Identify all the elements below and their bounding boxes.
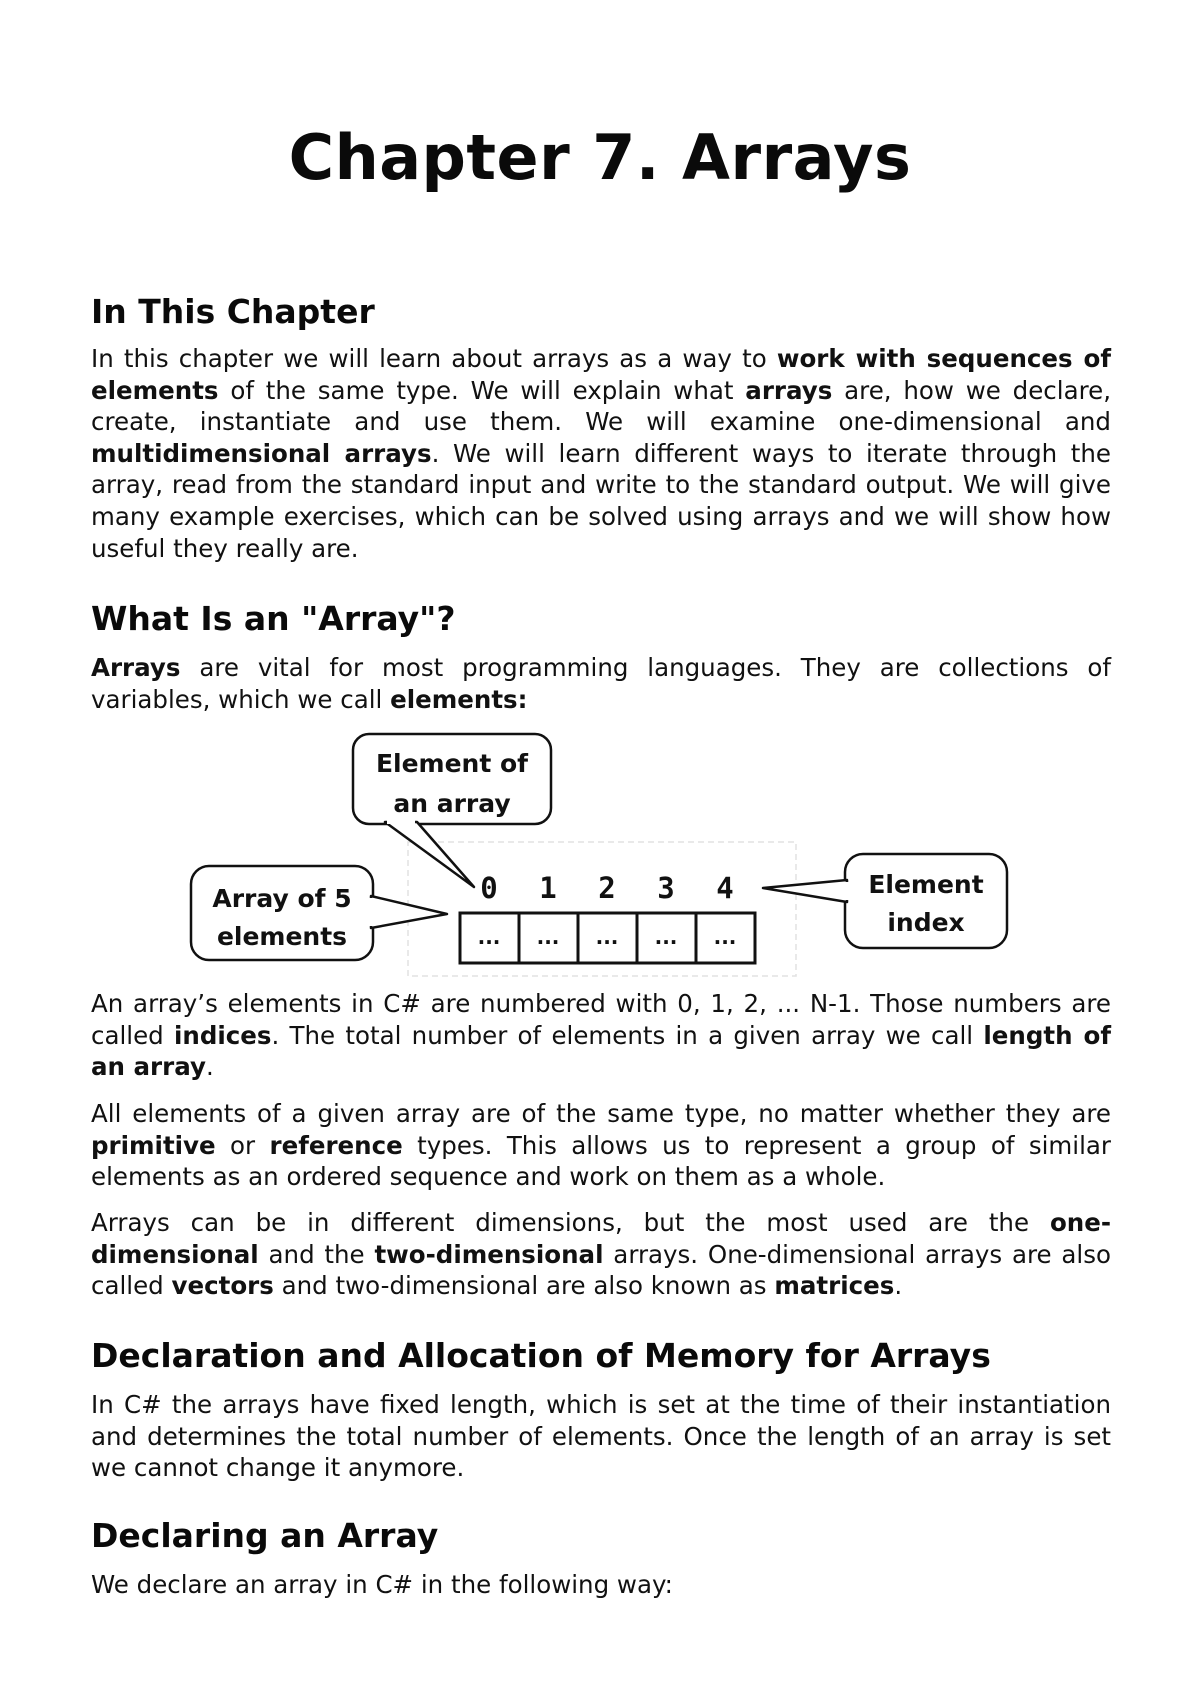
array-definition-paragraph: Arrays are vital for most programming languages. They are collections of variables, which we call elements: [91, 653, 1111, 714]
intro-paragraph: In this chapter we will learn about arrays as a way to work with sequences of elements of the same type. We will explain what arrays are, how we declare, create, instantiate and use them. We will examine one-dimensional and multidimensional arrays. We will learn different ways to iterate through the array, read from the standard input and write to the standard output. We will give many example exercises, which can be solved using arrays and we will show how useful they really are. [91, 344, 1111, 563]
index-label: 0 [480, 871, 498, 905]
array-cell-value: ... [595, 925, 619, 949]
declaring-paragraph: We declare an array in C# in the following way: [91, 1570, 673, 1599]
callout-index-line2: index [887, 908, 965, 937]
callout-element-of-array [353, 734, 551, 887]
chapter-title: Chapter 7. Arrays [288, 121, 912, 194]
array-diagram [185, 730, 1015, 978]
callout-index-pointer [763, 880, 847, 902]
section-heading-what-is-array: What Is an "Array"? [91, 599, 456, 638]
declaration-paragraph: In C# the arrays have fixed length, which is set at the time of their instantiation and determines the total number of elements. Once the length of an array is set we cannot change it anymore. [91, 1390, 1111, 1483]
callout-element-line1: Element of [375, 749, 529, 778]
array-cell-value: ... [654, 925, 678, 949]
array-cell-value: ... [477, 925, 501, 949]
section-heading-declaration: Declaration and Allocation of Memory for Arrays [91, 1336, 991, 1375]
dimensions-paragraph: Arrays can be in different dimensions, but the most used are the one-dimensional and the two-dimensional arrays. One-dimensional arrays are also called vectors and two-dimensional are also known as matrices. [91, 1208, 1111, 1301]
index-label: 2 [598, 871, 616, 905]
section-heading-declaring: Declaring an Array [91, 1516, 439, 1555]
callout-index-line1: Element [868, 870, 984, 899]
element-types-paragraph: All elements of a given array are of the same type, no matter whether they are primitive or reference types. This allows us to represent a group of similar elements as an ordered sequence and work on them as a whole. [91, 1099, 1111, 1192]
callout-array-line1: Array of 5 [212, 884, 352, 913]
callout-element-pointer [385, 822, 474, 887]
callout-array-line2: elements [216, 922, 348, 951]
array-cell-value: ... [713, 925, 737, 949]
index-label: 3 [657, 871, 675, 905]
index-label: 4 [716, 871, 734, 905]
callout-array-pointer [371, 896, 447, 928]
section-heading-in-this-chapter: In This Chapter [91, 292, 375, 331]
array-cells [460, 913, 755, 963]
array-cell-value: ... [536, 925, 560, 949]
index-label: 1 [539, 871, 557, 905]
callout-element-line2: an array [393, 789, 511, 818]
callout-element-index [763, 854, 1007, 948]
indices-paragraph: An array’s elements in C# are numbered with 0, 1, 2, ... N-1. Those numbers are called indices. The total number of elements in a given array we call length of an array. [91, 989, 1112, 1082]
